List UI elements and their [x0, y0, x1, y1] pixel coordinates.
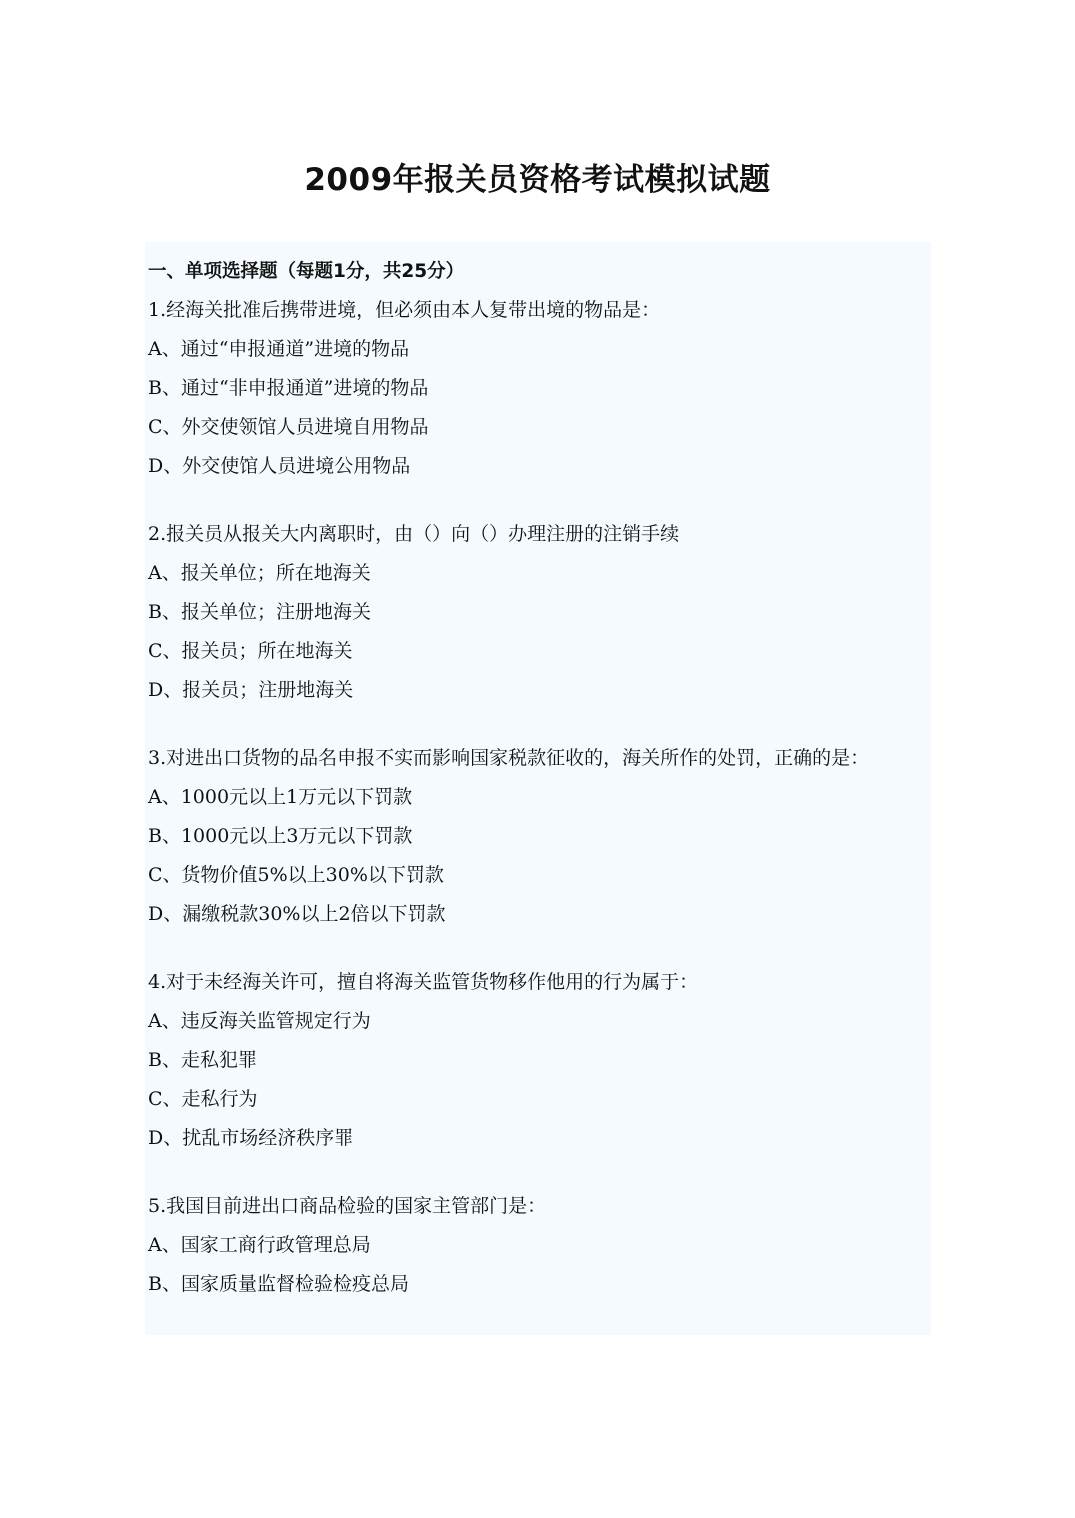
- page-title: 2009年报关员资格考试模拟试题: [304, 162, 771, 198]
- option-d: D、外交使馆人员进境公用物品: [148, 455, 411, 477]
- question-2: [148, 515, 931, 710]
- question-stem: 3.对进出口货物的品名申报不实而影响国家税款征收的，海关所作的处罚，正确的是：: [148, 747, 870, 769]
- option-a: A、国家工商行政管理总局: [148, 1234, 371, 1256]
- question-4: [148, 963, 931, 1158]
- option-d: D、扰乱市场经济秩序罪: [148, 1127, 354, 1149]
- option-a: A、报关单位；所在地海关: [148, 562, 371, 584]
- option-d: D、漏缴税款30%以上2倍以下罚款: [148, 903, 446, 925]
- option-d: D、报关员；注册地海关: [148, 679, 354, 701]
- option-a: A、通过“申报通道”进境的物品: [148, 338, 410, 360]
- option-c: C、货物价值5%以上30%以下罚款: [148, 864, 444, 886]
- question-stem: 5.我国目前进出口商品检验的国家主管部门是：: [148, 1195, 547, 1217]
- question-area: [145, 242, 931, 1335]
- option-b: B、国家质量监督检验检疫总局: [148, 1273, 409, 1295]
- option-a: A、违反海关监管规定行为: [148, 1010, 371, 1032]
- option-b: B、通过“非申报通道”进境的物品: [148, 377, 429, 399]
- question-stem: 2.报关员从报关大内离职时，由（）向（）办理注册的注销手续: [148, 523, 680, 545]
- option-b: B、走私犯罪: [148, 1049, 257, 1071]
- question-5: [148, 1187, 931, 1304]
- question-3: [148, 739, 931, 934]
- option-b: B、1000元以上3万元以下罚款: [148, 825, 413, 847]
- question-stem: 1.经海关批准后携带进境，但必须由本人复带出境的物品是：: [148, 299, 661, 321]
- option-c: C、外交使领馆人员进境自用物品: [148, 416, 429, 438]
- option-c: C、报关员；所在地海关: [148, 640, 353, 662]
- option-b: B、报关单位；注册地海关: [148, 601, 371, 623]
- section-heading: 一、单项选择题（每题1分，共25分）: [148, 261, 465, 282]
- option-a: A、1000元以上1万元以下罚款: [148, 786, 413, 808]
- option-c: C、走私行为: [148, 1088, 258, 1110]
- question-stem: 4.对于未经海关许可，擅自将海关监管货物移作他用的行为属于：: [148, 971, 699, 993]
- question-1: [148, 291, 931, 486]
